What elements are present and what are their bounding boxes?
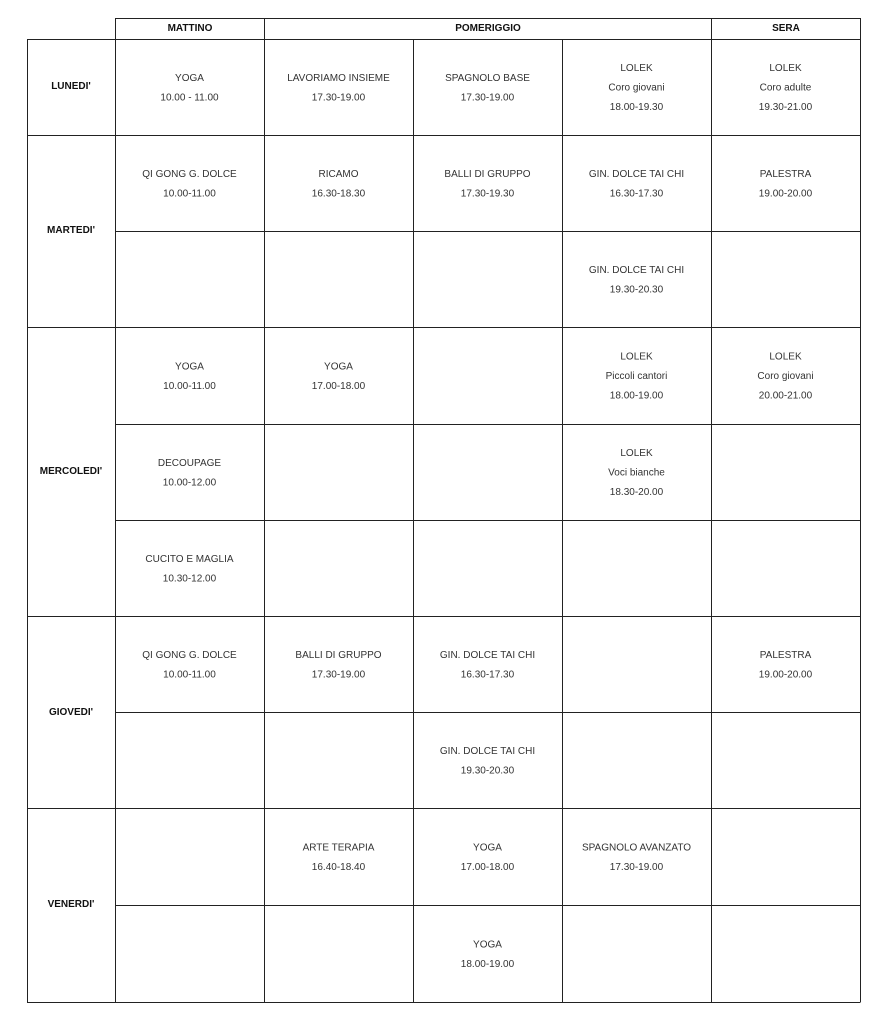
activity-name: QI GONG G. DOLCE: [142, 649, 237, 661]
schedule-cell: [312, 361, 366, 392]
day-label-venerdi: VENERDI': [47, 899, 95, 910]
activity-subtitle: Coro giovani: [608, 82, 665, 94]
activity-time: 18.00-19.30: [609, 102, 664, 113]
schedule-cell: [606, 352, 668, 402]
activity-time: 18.30-20.00: [609, 487, 664, 498]
activity-name: SPAGNOLO AVANZATO: [581, 842, 692, 854]
activity-name: LOLEK: [620, 63, 653, 74]
activity-time: 10.00 - 11.00: [160, 92, 219, 104]
schedule-cell: [608, 448, 665, 498]
day-labels: [40, 81, 102, 910]
activity-time: 19.00-20.00: [758, 188, 813, 200]
schedule-cell: [287, 73, 390, 104]
activity-time: 17.00-18.00: [460, 861, 515, 873]
activity-name: LOLEK: [620, 448, 653, 459]
schedule-cell: [759, 169, 813, 200]
activity-name: BALLI DI GRUPPO: [444, 168, 531, 180]
activity-time: 18.00-19.00: [609, 390, 664, 402]
activity-name: PALESTRA: [759, 649, 812, 661]
activity-time: 10.00-11.00: [163, 188, 216, 200]
activity-time: 18.00-19.00: [460, 958, 515, 970]
activity-name: YOGA: [473, 939, 502, 951]
activity-time: 17.30-19.00: [609, 861, 664, 873]
activity-time: 10.30-12.00: [162, 573, 217, 585]
activity-name: DECOUPAGE: [157, 457, 222, 469]
schedule-cell: [142, 169, 237, 200]
day-label-mercoledi: MERCOLEDI': [39, 466, 103, 477]
activity-name: ARTE TERAPIA: [302, 842, 375, 854]
activity-time: 16.30-17.30: [460, 669, 515, 681]
day-label-giovedi: GIOVEDI': [48, 707, 94, 718]
schedule-cell: [582, 842, 691, 873]
schedule-cell: [589, 265, 684, 296]
activity-time: 16.30-18.30: [311, 188, 366, 200]
schedule-cell: [158, 458, 221, 489]
weekly-schedule-table: [27, 18, 861, 1003]
schedule-cell: [759, 650, 813, 681]
activity-time: 17.30-19.30: [460, 188, 515, 200]
activity-subtitle: Piccoli cantori: [605, 371, 668, 382]
activity-name: GIN. DOLCE TAI CHI: [588, 168, 685, 180]
activity-time: 17.30-19.00: [311, 669, 366, 681]
activity-name: YOGA: [175, 361, 204, 373]
activity-name: GIN. DOLCE TAI CHI: [439, 649, 536, 661]
activity-name: GIN. DOLCE TAI CHI: [588, 264, 685, 276]
activity-name: CUCITO E MAGLIA: [145, 553, 234, 565]
schedule-cell: [461, 939, 515, 970]
schedule-cell: [440, 650, 535, 681]
activity-time: 17.30-19.00: [311, 92, 366, 104]
activity-name: GIN. DOLCE TAI CHI: [439, 745, 536, 757]
activity-name: PALESTRA: [759, 168, 812, 180]
activity-subtitle: Coro adulte: [759, 82, 812, 94]
activity-name: LOLEK: [769, 351, 802, 363]
schedule-cell: [461, 842, 515, 873]
activity-name: YOGA: [324, 361, 353, 373]
schedule-cell: [608, 63, 664, 113]
activity-time: 19.00-20.00: [758, 669, 813, 681]
activity-time: 20.00-21.00: [758, 390, 813, 402]
activity-time: 10.00-11.00: [163, 669, 216, 681]
schedule-cell: [303, 842, 375, 873]
activity-time: 19.30-20.30: [609, 284, 664, 296]
schedule-cell: [757, 352, 813, 402]
activity-name: BALLI DI GRUPPO: [295, 649, 382, 661]
activity-name: YOGA: [175, 72, 204, 84]
activity-name: LAVORIAMO INSIEME: [287, 72, 390, 84]
activity-time: 17.30-19.00: [460, 92, 515, 104]
column-headers: [168, 23, 800, 34]
activity-name: SPAGNOLO BASE: [445, 72, 530, 84]
activity-name: LOLEK: [620, 351, 653, 363]
schedule-cell: [445, 73, 530, 104]
activity-name: LOLEK: [769, 63, 802, 74]
schedule-cells: [142, 63, 813, 970]
schedule-cell: [295, 650, 381, 681]
activity-time: 16.40-18.40: [311, 861, 366, 873]
schedule-cell: [589, 169, 684, 200]
activity-time: 19.30-20.30: [460, 765, 515, 777]
activity-subtitle: Coro giovani: [757, 371, 814, 382]
activity-subtitle: Voci bianche: [608, 467, 665, 479]
activity-time: 17.00-18.00: [311, 380, 366, 392]
schedule-cell: [145, 554, 233, 585]
column-header-pomeriggio: POMERIGGIO: [455, 23, 521, 34]
schedule-cell: [312, 169, 366, 200]
schedule-cell: [444, 169, 530, 200]
activity-name: QI GONG G. DOLCE: [142, 168, 237, 180]
column-header-sera: SERA: [772, 23, 800, 34]
activity-time: 16.30-17.30: [609, 188, 664, 200]
schedule-cell: [440, 746, 535, 777]
schedule-cell: [160, 73, 219, 104]
day-label-lunedi: LUNEDI': [51, 81, 91, 92]
activity-name: RICAMO: [318, 168, 359, 180]
activity-time: 10.00-11.00: [163, 380, 216, 392]
table-grid: [27, 18, 861, 1003]
column-header-mattino: MATTINO: [167, 23, 213, 34]
schedule-cell: [759, 63, 813, 113]
schedule-cell: [163, 361, 216, 392]
day-label-martedi: MARTEDI': [47, 225, 95, 236]
activity-time: 10.00-12.00: [162, 477, 217, 489]
schedule-cell: [142, 650, 237, 681]
activity-name: YOGA: [473, 842, 502, 854]
activity-time: 19.30-21.00: [758, 102, 813, 113]
